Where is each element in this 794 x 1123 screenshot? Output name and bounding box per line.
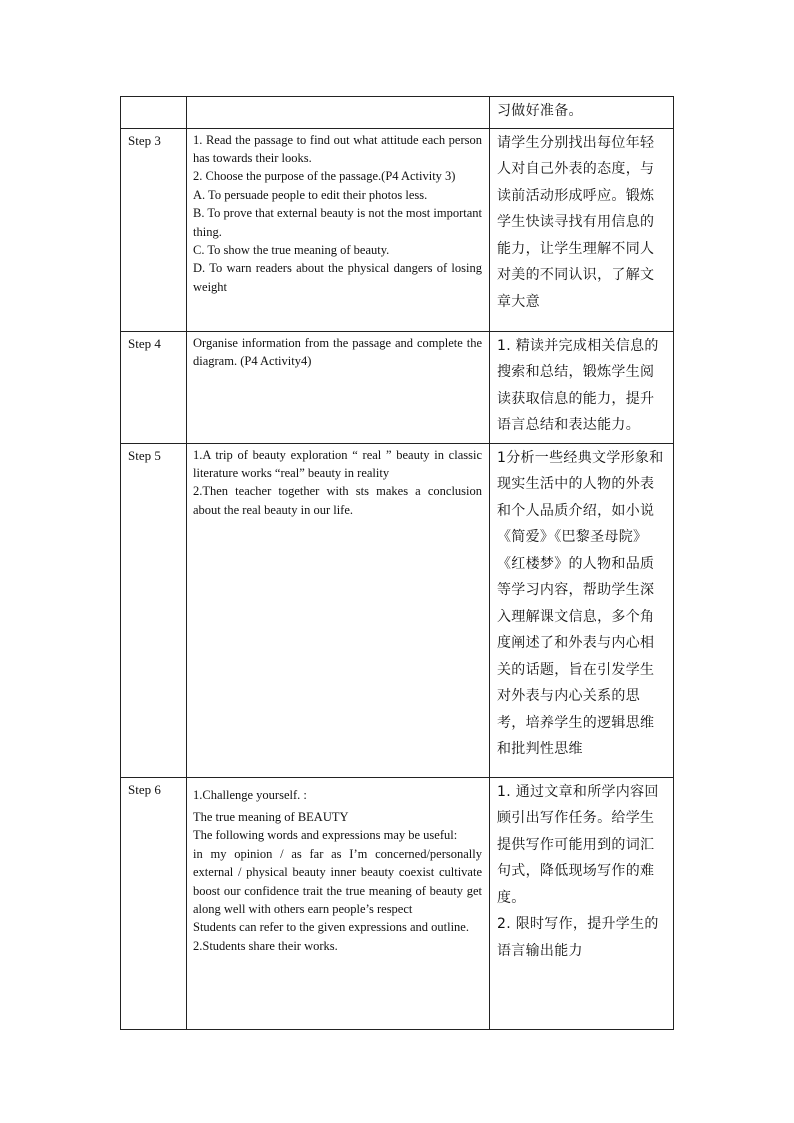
activity-cell	[187, 331, 490, 443]
purpose-cell	[490, 443, 674, 777]
table-row	[121, 97, 674, 129]
purpose-cell	[490, 331, 674, 443]
activity-text: 1. Read the passage to find out what attitude each person has towards their looks.	[193, 132, 482, 165]
activity-text: C. To show the true meaning of beauty.	[193, 242, 390, 257]
activity-text: B. To prove that external beauty is not the most important thing.	[193, 206, 482, 239]
purpose-cell	[490, 777, 674, 1029]
table-row	[121, 331, 674, 443]
activity-text: D. To warn readers about the physical dangers of losing weight	[193, 261, 482, 294]
activity-text: 2.Then teacher together with sts makes a conclusion about the real beauty in our life.	[193, 484, 482, 517]
activity-text: Students can refer to the given expressions and outline.	[193, 920, 469, 935]
table-row	[121, 443, 674, 777]
step-cell: Step 5	[121, 443, 187, 777]
activity-cell	[187, 443, 490, 777]
activity-text: 2.Students share their works.	[193, 938, 338, 953]
table-row	[121, 777, 674, 1029]
activity-text: The true meaning of BEAUTY	[193, 809, 349, 824]
activity-cell	[187, 777, 490, 1029]
activity-text: 2. Choose the purpose of the passage.(P4 Activity 3)	[193, 169, 456, 184]
step-cell: Step 3	[121, 128, 187, 331]
purpose-text: 1. 通过文章和所学内容回顾引出写作任务。给学生提供写作可能用到的词汇句式，降低现场写作的难度。	[497, 783, 659, 906]
activity-text: in my opinion / as far as I’m concerned/personally external / physical beauty inner beauty coexist cultivate boost our confidence trait the true meaning of beauty get along well with others earn people’s respect	[193, 846, 482, 916]
purpose-text: 1. 精读并完成相关信息的搜索和总结，锻炼学生阅读获取信息的能力，提升语言总结和表达能力。	[497, 337, 659, 433]
step-cell: Step 4	[121, 331, 187, 443]
lesson-plan-table	[120, 96, 674, 1030]
activity-text: The following words and expressions may be useful:	[193, 828, 458, 843]
purpose-cell	[490, 97, 674, 129]
table-row	[121, 128, 674, 331]
purpose-text: 2. 限时写作，提升学生的语言输出能力	[497, 916, 659, 959]
purpose-cell	[490, 128, 674, 331]
activity-text: A. To persuade people to edit their photos less.	[193, 187, 428, 202]
step-cell	[121, 97, 187, 129]
activity-cell	[187, 97, 490, 129]
activity-cell	[187, 128, 490, 331]
purpose-text: 习做好准备。	[497, 103, 583, 119]
activity-text: Organise information from the passage and complete the diagram. (P4 Activity4)	[193, 335, 482, 368]
activity-text: 1.A trip of beauty exploration “ real ” beauty in classic literature works “real” beauty in reality	[193, 447, 482, 480]
purpose-text: 请学生分别找出每位年轻人对自己外表的态度，与读前活动形成呼应。锻炼学生快读寻找有用信息的能力，让学生理解不同人对美的不同认识，了解文章大意	[497, 134, 655, 310]
purpose-text: 1分析一些经典文学形象和现实生活中的人物的外表和个人品质介绍，如小说《简爱》《巴黎圣母院》《红楼梦》的人物和品质等学习内容，帮助学生深入理解课文信息，多个角度阐述了和外表与内心相关的话题，旨在引发学生对外表与内心关系的思考，培养学生的逻辑思维和批判性思维	[497, 449, 664, 757]
step-cell: Step 6	[121, 777, 187, 1029]
activity-text: 1.Challenge yourself. :	[193, 787, 307, 802]
